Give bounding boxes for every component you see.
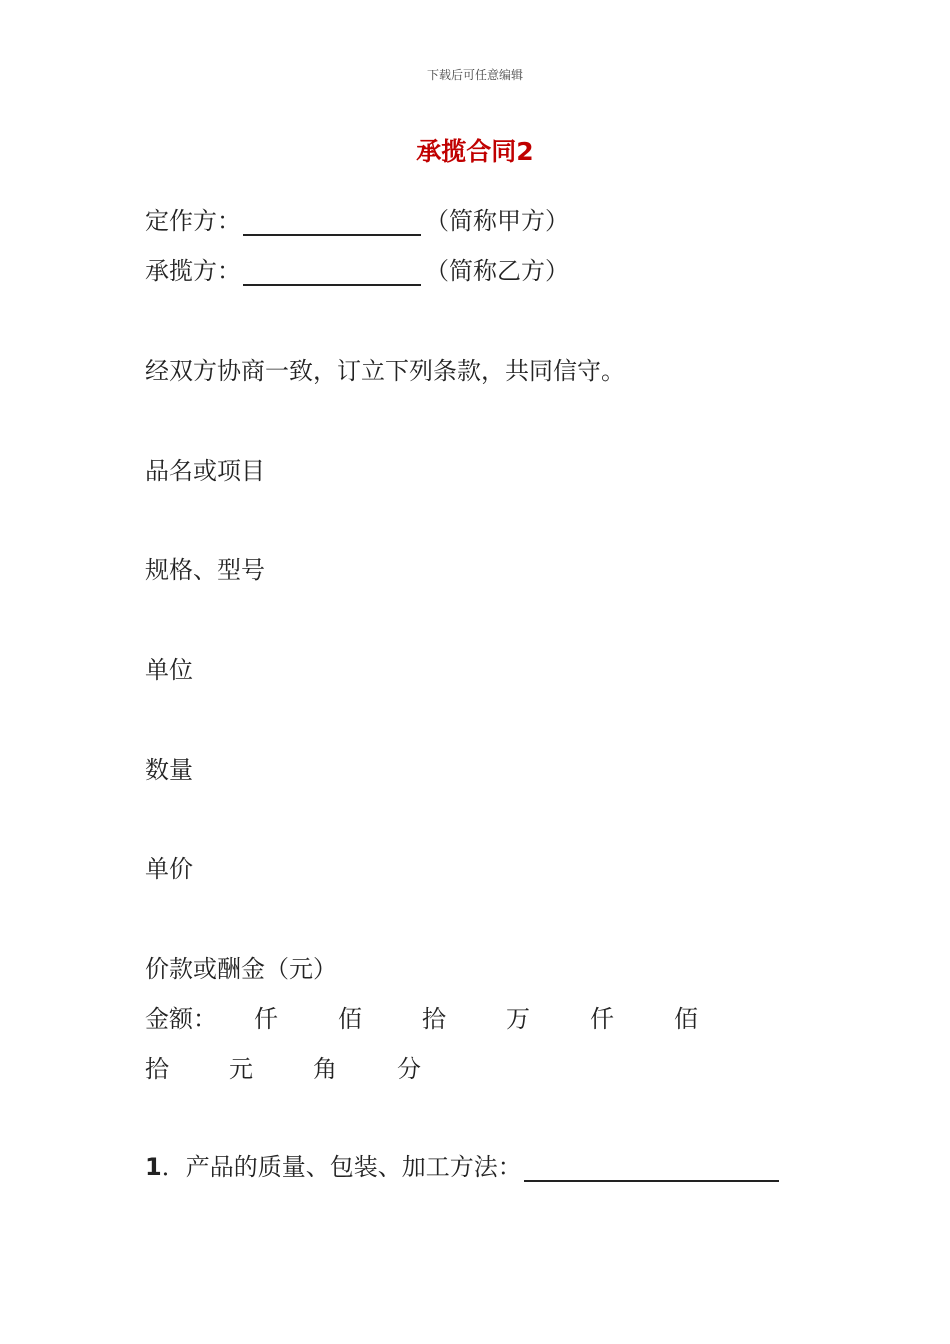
field-spec-model: 规格、型号 (145, 556, 265, 584)
intro-text: 经双方协商一致，订立下列条款，共同信守。 (145, 357, 625, 385)
party-b-line (145, 256, 569, 286)
amount-unit: 分 (397, 1055, 421, 1083)
amount-unit: 佰 (674, 1005, 698, 1033)
clause-1 (145, 1152, 783, 1182)
amount-unit: 角 (313, 1055, 337, 1083)
party-b-blank[interactable] (243, 258, 421, 286)
party-a-label: 定作方： (145, 207, 241, 235)
party-a-line (145, 206, 569, 236)
amount-unit: 拾 (145, 1055, 169, 1083)
party-a-blank[interactable] (243, 208, 421, 236)
field-price-or-fee: 价款或酬金（元） (145, 955, 337, 983)
clause-1-text: ．产品的质量、包装、加工方法： (161, 1153, 522, 1181)
amount-label: 金额： (145, 1005, 217, 1033)
document-title: 承揽合同2 (416, 137, 534, 166)
party-b-suffix: （简称乙方） (425, 257, 569, 285)
page-header: 下载后可任意编辑 (426, 68, 523, 82)
amount-unit: 仟 (590, 1005, 614, 1033)
field-product-name: 品名或项目 (145, 457, 265, 485)
amount-unit: 佰 (338, 1005, 362, 1033)
clause-1-blank[interactable] (524, 1154, 779, 1182)
field-unit-price: 单价 (145, 855, 193, 883)
amount-unit: 仟 (254, 1005, 278, 1033)
field-unit: 单位 (145, 656, 193, 684)
clause-1-number: 1 (145, 1153, 162, 1181)
amount-unit: 万 (506, 1005, 530, 1033)
party-b-label: 承揽方： (145, 257, 241, 285)
amount-unit: 元 (229, 1055, 253, 1083)
party-a-suffix: （简称甲方） (425, 207, 569, 235)
amount-unit: 拾 (422, 1005, 446, 1033)
field-quantity: 数量 (145, 756, 193, 784)
